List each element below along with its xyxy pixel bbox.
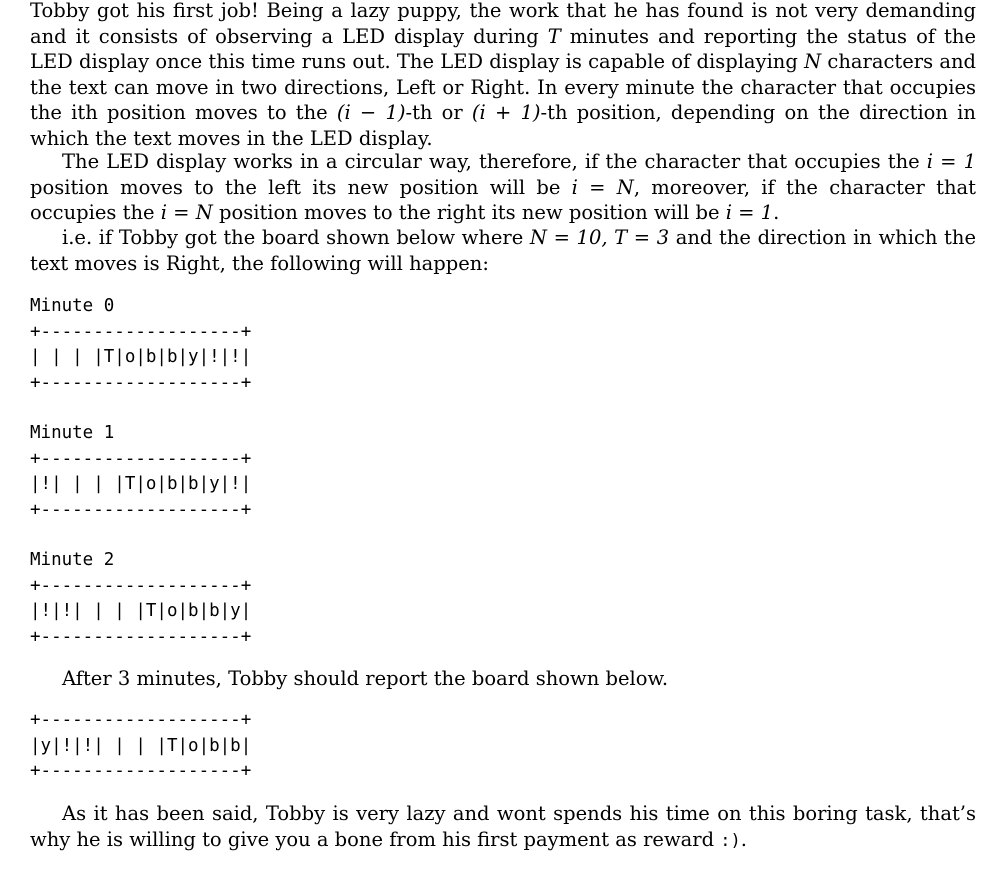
expr-i-eq-n-2: i = N: [160, 201, 213, 224]
circular-paragraph: [30, 149, 976, 226]
circular-text-2: position moves to the left its new position will be: [30, 175, 572, 199]
closing-paragraph: [30, 801, 976, 854]
board-bottom-border: +-------------------+: [30, 372, 252, 393]
var-t: T: [547, 24, 561, 48]
intro-text-1: Tobby got his first job! Being a lazy puppy, the work that he has found is not very demanding and it consists of observing a LED display during: [30, 0, 976, 48]
expr-i-minus-1: (i − 1): [336, 101, 406, 124]
board-row: |y|!|!| | | |T|o|b|b|: [30, 735, 252, 756]
closing-text-1: As it has been said, Tobby is very lazy and wont spends his time on this boring task, that’s why he is willing to give you a bone from his first payment as reward: [30, 802, 976, 851]
example-paragraph: [30, 225, 976, 276]
board-bottom-border: +-------------------+: [30, 761, 252, 781]
smiley-text: :): [720, 830, 741, 851]
board-bottom-border: +-------------------+: [30, 626, 252, 647]
board-label: Minute 2: [30, 550, 115, 570]
board-row: |!| | | |T|o|b|b|y|!|: [30, 474, 252, 494]
board-label: Minute 1: [30, 423, 115, 443]
board-minute-1: [30, 421, 251, 523]
closing-text-2: .: [740, 827, 747, 851]
example-text-1: i.e. if Tobby got the board shown below where: [62, 226, 530, 249]
intro-paragraph: [30, 0, 976, 151]
expr-i-eq-1-2: i = 1: [725, 201, 774, 224]
expr-n-t: N = 10, T = 3: [529, 226, 670, 249]
circular-text-3: , moreover, if the character that occupies the: [30, 175, 976, 224]
board-row: | | | |T|o|b|b|y|!|!|: [30, 347, 252, 367]
after-text: After 3 minutes, Tobby should report the board shown below.: [62, 667, 669, 690]
var-n: N: [804, 50, 822, 73]
board-top-border: +-------------------+: [30, 448, 252, 469]
circular-text-5: .: [773, 201, 780, 224]
circular-text-1: The LED display works in a circular way, therefore, if the character that occupies the: [62, 150, 927, 173]
board-final: [30, 708, 251, 785]
board-minute-0: [30, 294, 251, 396]
board-label: Minute 0: [30, 296, 115, 316]
circular-text-4: position moves to the right its new position will be: [212, 201, 726, 224]
intro-text-3: characters and the text can move in two directions, Left or Right. In every minute the character that occupies the ith position moves to the: [30, 50, 976, 124]
expr-i-plus-1: (i + 1): [471, 101, 541, 124]
expr-i-eq-1: i = 1: [926, 150, 976, 173]
board-bottom-border: +-------------------+: [30, 499, 252, 520]
example-text-2: and the direction in which the text moves is Right, the following will happen:: [30, 226, 976, 275]
board-top-border: +-------------------+: [30, 575, 252, 596]
board-row: |!|!| | | |T|o|b|b|y|: [30, 601, 252, 621]
board-top-border: +-------------------+: [30, 710, 252, 730]
intro-text-5: -th position, depending on the direction in which the text moves in the LED display.: [30, 101, 976, 150]
board-minute-2: [30, 548, 251, 650]
after-paragraph: [30, 666, 976, 692]
intro-text-2: minutes and reporting the status of the LED display once this time runs out. The LED display is capable of displaying: [30, 24, 976, 73]
expr-i-eq-n: i = N: [571, 175, 634, 199]
board-top-border: +-------------------+: [30, 321, 252, 342]
intro-text-4: -th or: [405, 101, 472, 124]
